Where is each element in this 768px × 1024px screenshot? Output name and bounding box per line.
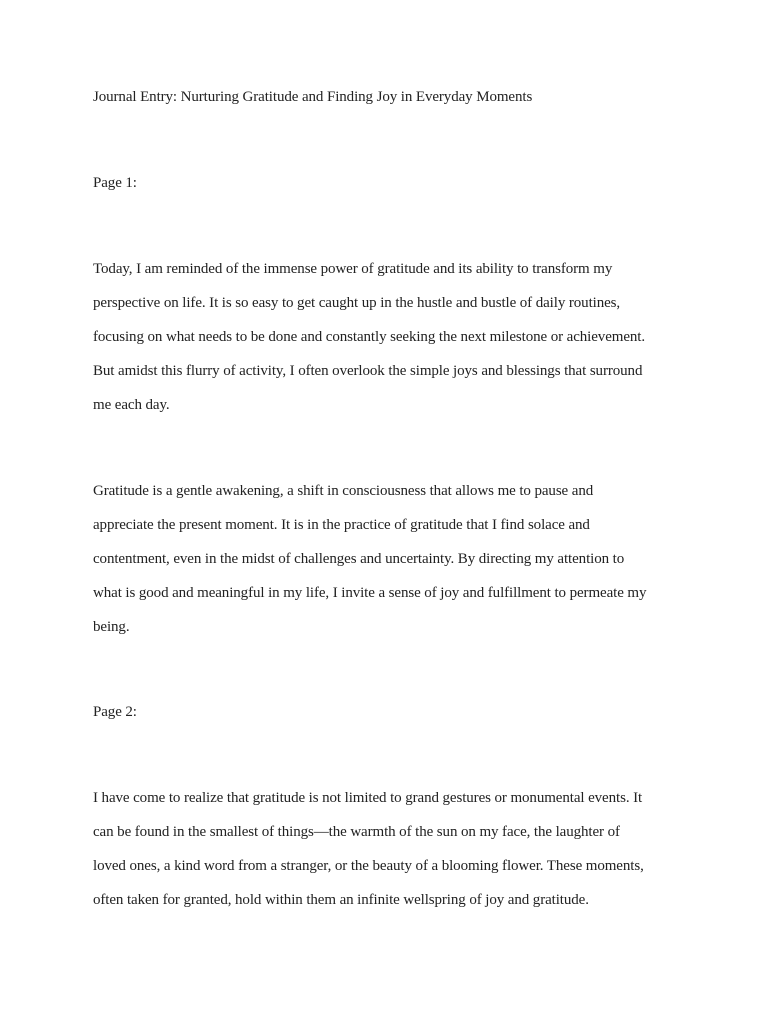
paragraph-line: appreciate the present moment. It is in the practice of gratitude that I find solace and <box>93 517 590 533</box>
paragraph-line: Gratitude is a gentle awakening, a shift in consciousness that allows me to pause and <box>93 483 594 499</box>
paragraph-line: being. <box>93 619 130 635</box>
paragraph-line: focusing on what needs to be done and constantly seeking the next milestone or achievement. <box>93 329 645 345</box>
paragraph-3 <box>93 781 693 917</box>
paragraph-2 <box>93 474 693 644</box>
paragraph-1 <box>93 252 693 422</box>
paragraph-line: can be found in the smallest of things—the warmth of the sun on my face, the laughter of <box>93 824 620 840</box>
paragraph-line: often taken for granted, hold within them an infinite wellspring of joy and gratitude. <box>93 892 589 908</box>
paragraph-line: me each day. <box>93 397 170 413</box>
paragraph-line: contentment, even in the midst of challenges and uncertainty. By directing my attention to <box>93 551 625 567</box>
paragraph-line: I have come to realize that gratitude is not limited to grand gestures or monumental events. It <box>93 790 643 806</box>
paragraph-line: Today, I am reminded of the immense power of gratitude and its ability to transform my <box>93 261 613 277</box>
paragraph-line: what is good and meaningful in my life, I invite a sense of joy and fulfillment to permeate my <box>93 585 647 601</box>
document-title: Journal Entry: Nurturing Gratitude and Finding Joy in Everyday Moments <box>93 89 533 105</box>
paragraph-line: loved ones, a kind word from a stranger, or the beauty of a blooming flower. These moments, <box>93 858 644 874</box>
page-1-heading: Page 1: <box>93 175 137 191</box>
paragraph-line: perspective on life. It is so easy to get caught up in the hustle and bustle of daily routines, <box>93 295 621 311</box>
page-2-heading: Page 2: <box>93 704 137 720</box>
paragraph-line: But amidst this flurry of activity, I often overlook the simple joys and blessings that surround <box>93 363 643 379</box>
